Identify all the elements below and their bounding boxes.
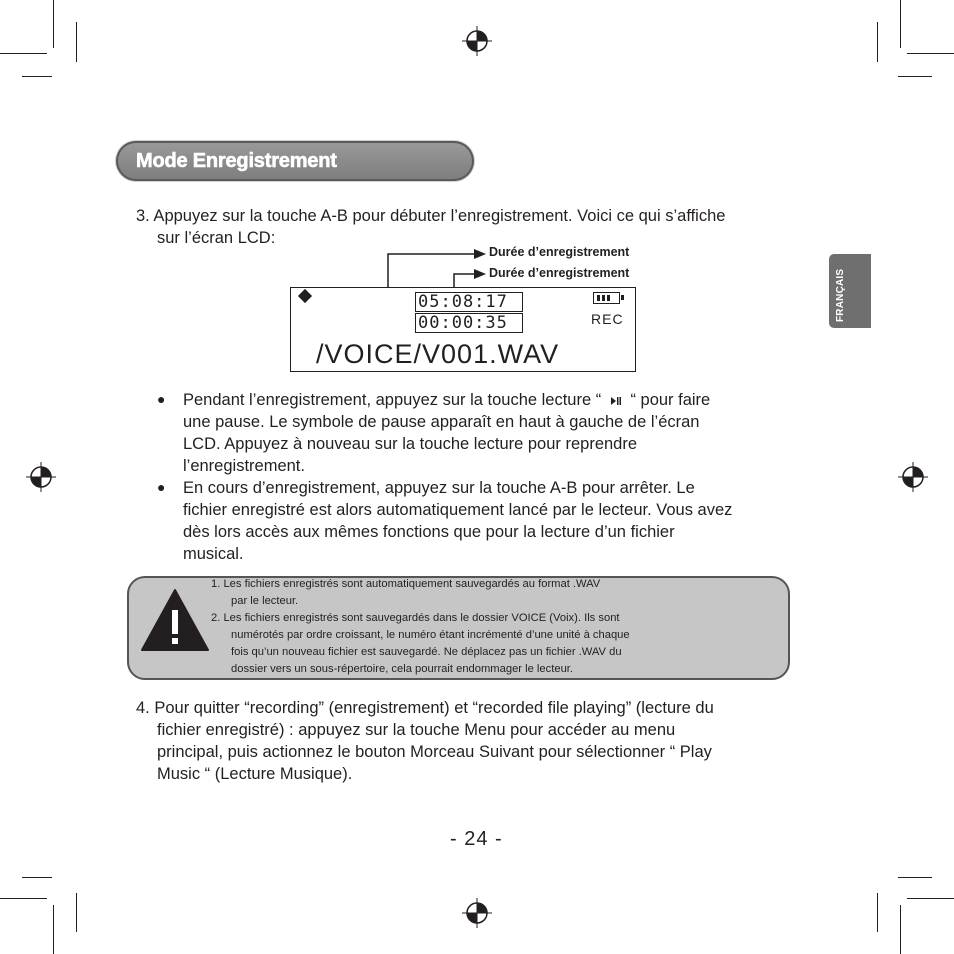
step-4-line-3: principal, puis actionnez le bouton Morceau Suivant pour sélectionner “ Play xyxy=(157,743,712,761)
crop-mark xyxy=(877,893,878,932)
bullet-1-line-1 xyxy=(183,389,710,411)
bullet-1-line-4: l’enregistrement. xyxy=(183,457,305,475)
registration-mark-icon xyxy=(462,26,492,56)
bullet-2-line-4: musical. xyxy=(183,545,244,563)
step-4-line-2: fichier enregistré) : appuyez sur la touche Menu pour accéder au menu xyxy=(157,721,676,739)
crop-mark xyxy=(76,22,77,62)
warning-line-1: 1. Les fichiers enregistrés sont automatiquement sauvegardés au format .WAV xyxy=(211,578,601,590)
language-tab-label: FRANÇAIS xyxy=(835,268,846,322)
bullet-1-line-3: LCD. Appuyez à nouveau sur la touche lecture pour reprendre xyxy=(183,435,638,453)
battery-icon xyxy=(593,292,620,304)
lcd-time-elapsed: 00:00:35 xyxy=(418,313,508,333)
crop-mark xyxy=(877,22,878,62)
step-3-line-1: 3. Appuyez sur la touche A-B pour débuter l’enregistrement. Voici ce qui s’affiche xyxy=(136,207,726,225)
callout-label-elapsed: Durée d’enregistrement xyxy=(489,245,630,259)
registration-mark-icon xyxy=(26,462,56,492)
warning-line-4: numérotés par ordre croissant, le numéro étant incrémenté d’une unité à chaque xyxy=(231,629,630,641)
lcd-file-path: /VOICE/V001.WAV xyxy=(316,339,560,369)
bullet-icon: ● xyxy=(157,391,166,407)
bullet-icon: ● xyxy=(157,479,166,495)
crop-mark xyxy=(53,0,54,48)
step-4-line-1: 4. Pour quitter “recording” (enregistrement) et “recorded file playing” (lecture du xyxy=(136,699,714,717)
crop-mark xyxy=(907,898,954,899)
warning-line-2: par le lecteur. xyxy=(231,595,299,607)
step-4-line-4: Music “ (Lecture Musique). xyxy=(157,765,353,783)
warning-triangle-icon xyxy=(140,588,210,652)
warning-line-3: 2. Les fichiers enregistrés sont sauvegardés dans le dossier VOICE (Voix). Ils sont xyxy=(211,612,620,624)
crop-mark xyxy=(53,905,54,954)
bullet-1-text-a: Pendant l’enregistrement, appuyez sur la touche lecture “ xyxy=(183,391,602,409)
bullet-2-line-2: fichier enregistré est alors automatiquement lancé par le lecteur. Vous avez xyxy=(183,501,733,519)
crop-mark xyxy=(898,76,932,77)
play-pause-icon xyxy=(610,396,622,406)
crop-mark xyxy=(0,898,47,899)
step-3-line-2: sur l’écran LCD: xyxy=(157,229,276,247)
callout-label-recorded: Durée d’enregistrement xyxy=(489,266,630,280)
bullet-1-line-2: une pause. Le symbole de pause apparaît en haut à gauche de l’écran xyxy=(183,413,700,431)
crop-mark xyxy=(907,53,954,54)
bullet-2-line-1: En cours d’enregistrement, appuyez sur la touche A-B pour arrêter. Le xyxy=(183,479,695,497)
warning-line-6: dossier vers un sous-répertoire, cela pourrait endommager le lecteur. xyxy=(231,663,574,675)
bullet-1-text-b: “ pour faire xyxy=(630,391,711,409)
registration-mark-icon xyxy=(898,462,928,492)
crop-mark xyxy=(22,76,52,77)
warning-line-5: fois qu’un nouveau fichier est sauvegardé. Ne déplacez pas un fichier .WAV du xyxy=(231,646,622,658)
section-title: Mode Enregistrement xyxy=(136,150,337,172)
page-number: - 24 - xyxy=(450,828,503,850)
registration-mark-icon xyxy=(462,898,492,928)
crop-mark xyxy=(76,893,77,932)
lcd-rec-label: REC xyxy=(591,311,624,327)
crop-mark xyxy=(898,877,932,878)
crop-mark xyxy=(0,53,47,54)
bullet-2-line-3: dès lors accès aux mêmes fonctions que pour la lecture d’un fichier xyxy=(183,523,675,541)
crop-mark xyxy=(900,0,901,48)
crop-mark xyxy=(900,905,901,954)
lcd-time-remaining: 05:08:17 xyxy=(418,292,508,312)
crop-mark xyxy=(22,877,52,878)
